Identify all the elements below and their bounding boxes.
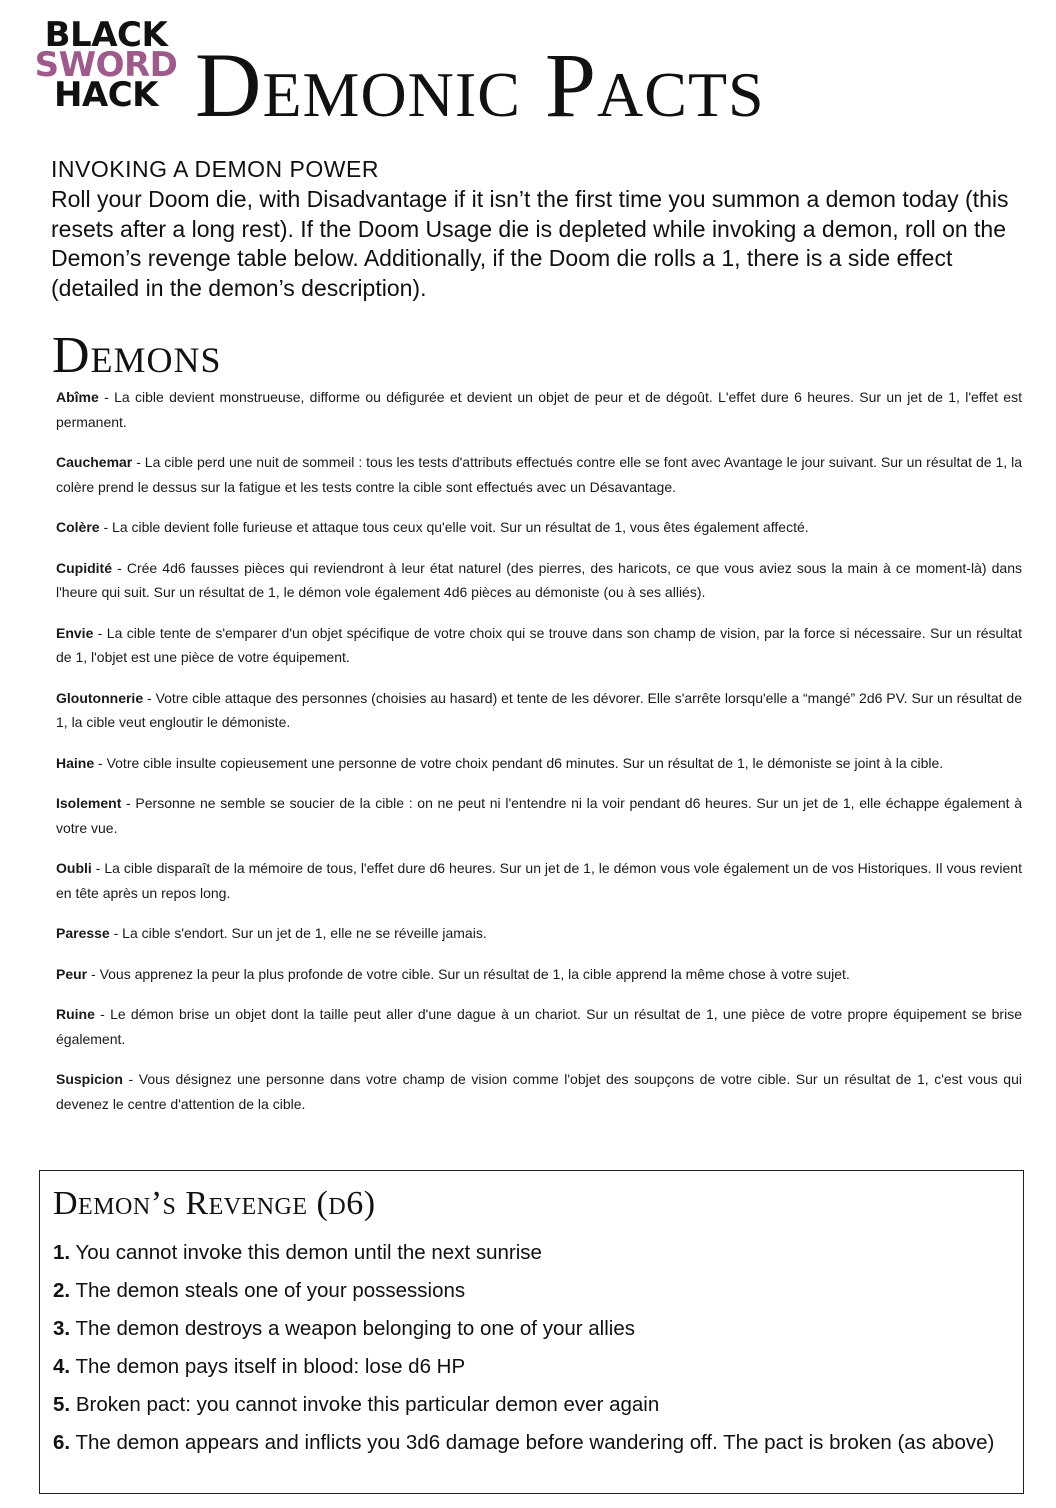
demon-entry-suspicion [56, 1067, 1022, 1116]
revenge-item [53, 1278, 1003, 1304]
demon-description: La cible perd une nuit de sommeil : tous les tests d'attributs effectués contre elle se font avec Avantage le jour suivant. Sur un résultat de 1, la colère prend le dessus sur la fatigue et les tests contre la cible sont effectués avec un Désavantage. [56, 454, 1022, 495]
demon-description: La cible devient monstrueuse, difforme ou défigurée et devient un objet de peur et de dégoût. L'effet dure 6 heures. Sur un jet de 1, l'effet est permanent. [56, 389, 1022, 430]
demon-name: Gloutonnerie [56, 689, 144, 706]
revenge-number: 1. [53, 1241, 71, 1264]
demon-entry-envie [56, 621, 1022, 670]
demon-separator: - [132, 454, 145, 470]
demon-entry-isolement [56, 791, 1022, 840]
revenge-text: The demon appears and inflicts you 3d6 damage before wandering off. The pact is broken (as above) [75, 1431, 995, 1454]
revenge-text: The demon destroys a weapon belonging to one of your allies [75, 1317, 635, 1340]
demon-description: Le démon brise un objet dont la taille peut aller d'une dague à un chariot. Sur un résultat de 1, une pièce de votre propre équipement se brise également. [56, 1006, 1022, 1047]
demon-entry-gloutonnerie [56, 686, 1022, 735]
demon-separator: - [109, 925, 123, 941]
demon-entry-oubli [56, 856, 1022, 905]
demon-name: Cauchemar [56, 454, 133, 470]
demon-name: Colère [56, 519, 100, 535]
demon-description: Vous apprenez la peur la plus profonde de votre cible. Sur un résultat de 1, la cible apprend la même chose à votre sujet. [99, 965, 850, 982]
revenge-table [53, 1240, 1003, 1468]
demon-name: Haine [56, 754, 95, 771]
demon-name: Abîme [56, 389, 99, 405]
demon-description: Personne ne semble se soucier de la cible : on ne peut ni l'entendre ni la voir pendant d6 heures. Sur un jet de 1, elle échappe également à votre vue. [56, 795, 1022, 836]
demon-name: Suspicion [56, 1071, 123, 1087]
demon-entry-peur [56, 962, 1022, 987]
demon-name: Ruine [56, 1006, 95, 1022]
revenge-text: The demon pays itself in blood: lose d6 HP [75, 1355, 466, 1378]
revenge-item [53, 1430, 1003, 1456]
logo-line-sword: SWORD [34, 45, 178, 85]
demon-description: La cible s'endort. Sur un jet de 1, elle ne se réveille jamais. [122, 925, 487, 941]
revenge-number: 4. [53, 1355, 71, 1378]
revenge-text: The demon steals one of your possessions [75, 1279, 466, 1302]
demon-entry-cupidite [56, 556, 1022, 605]
logo-line-black: BLACK [44, 15, 168, 55]
demon-name: Isolement [56, 795, 122, 811]
invoking-heading: INVOKING A DEMON POWER [51, 156, 379, 182]
demon-separator: - [98, 389, 115, 405]
revenge-text: Broken pact: you cannot invoke this particular demon ever again [75, 1393, 660, 1416]
demon-description: La cible tente de s'emparer d'un objet spécifique de votre choix qui se trouve dans son champ de vision, par la force si nécessaire. Sur un résultat de 1, l'objet est une pièce de votre équipement. [56, 624, 1022, 665]
demon-separator: - [93, 624, 107, 641]
demon-description: Vous désignez une personne dans votre champ de vision comme l'objet des soupçons de votre cible. Sur un résultat de 1, c'est vous qui devenez le centre d'attention de la cible. [56, 1071, 1022, 1112]
demon-separator: - [122, 1071, 139, 1087]
demon-separator: - [99, 519, 113, 535]
demon-description: Votre cible attaque des personnes (choisies au hasard) et tente de les dévorer. Elle s'arrête lorsqu'elle a “mangé” 2d6 PV. Sur un résultat de 1, la cible veut engloutir le démoniste. [56, 689, 1022, 730]
black-sword-hack-logo [26, 15, 186, 115]
demon-separator: - [94, 754, 107, 771]
revenge-number: 3. [53, 1317, 71, 1340]
revenge-text: You cannot invoke this demon until the next sunrise [75, 1241, 542, 1264]
revenge-number: 6. [53, 1431, 71, 1454]
revenge-item [53, 1316, 1003, 1342]
page-title: Demonic Pacts [195, 34, 765, 136]
invoking-body: Roll your Doom die, with Disadvantage if it isn’t the first time you summon a demon today (this resets after a long rest). If the Doom Usage die is depleted while invoking a demon, roll on the Demon’s revenge table below. Additionally, if the Doom die rolls a 1, there is a side effect (detailed in the demon’s description). [51, 186, 1009, 301]
demon-description: La cible devient folle furieuse et attaque tous ceux qu'elle voit. Sur un résultat de 1, vous êtes également affecté. [112, 519, 809, 535]
demon-list [56, 385, 1022, 1116]
demon-separator: - [91, 860, 105, 876]
demon-separator: - [143, 689, 156, 706]
demon-separator: - [112, 559, 127, 576]
demons-revenge-box [39, 1170, 1024, 1494]
demon-entry-colere [56, 515, 1022, 540]
revenge-number: 5. [53, 1393, 71, 1416]
demon-entry-abime [56, 385, 1022, 434]
demon-description: Votre cible insulte copieusement une personne de votre choix pendant d6 minutes. Sur un résultat de 1, le démoniste se joint à la cible. [106, 754, 944, 771]
demon-name: Peur [56, 965, 88, 982]
demons-title: Demons [52, 327, 222, 384]
demon-description: La cible disparaît de la mémoire de tous, l'effet dure d6 heures. Sur un jet de 1, le démon vous vole également un de vos Historiques. Il vous revient en tête après un repos long. [56, 860, 1022, 901]
demon-entry-cauchemar [56, 450, 1022, 499]
demon-entry-paresse [56, 921, 1022, 946]
logo-line-hack: HACK [53, 75, 159, 115]
demon-name: Oubli [56, 860, 92, 876]
demon-separator: - [87, 965, 100, 982]
demon-separator: - [94, 1006, 111, 1022]
revenge-title: Demon’s Revenge (d6) [53, 1185, 376, 1222]
demon-entry-haine [56, 751, 1022, 776]
revenge-number: 2. [53, 1279, 71, 1302]
demon-separator: - [121, 795, 136, 811]
demon-name: Envie [56, 624, 94, 641]
revenge-item [53, 1240, 1003, 1266]
invoking-section [51, 155, 1011, 303]
demon-entry-ruine [56, 1002, 1022, 1051]
revenge-item [53, 1392, 1003, 1418]
demon-description: Crée 4d6 fausses pièces qui reviendront à leur état naturel (des pierres, des haricots, ce que vous aviez sous la main à ce moment-là) dans l'heure qui suit. Sur un résultat de 1, le démon vole également 4d6 pièces au démoniste (ou à ses alliés). [56, 559, 1022, 600]
revenge-item [53, 1354, 1003, 1380]
demon-name: Paresse [56, 925, 110, 941]
demon-name: Cupidité [56, 559, 112, 576]
